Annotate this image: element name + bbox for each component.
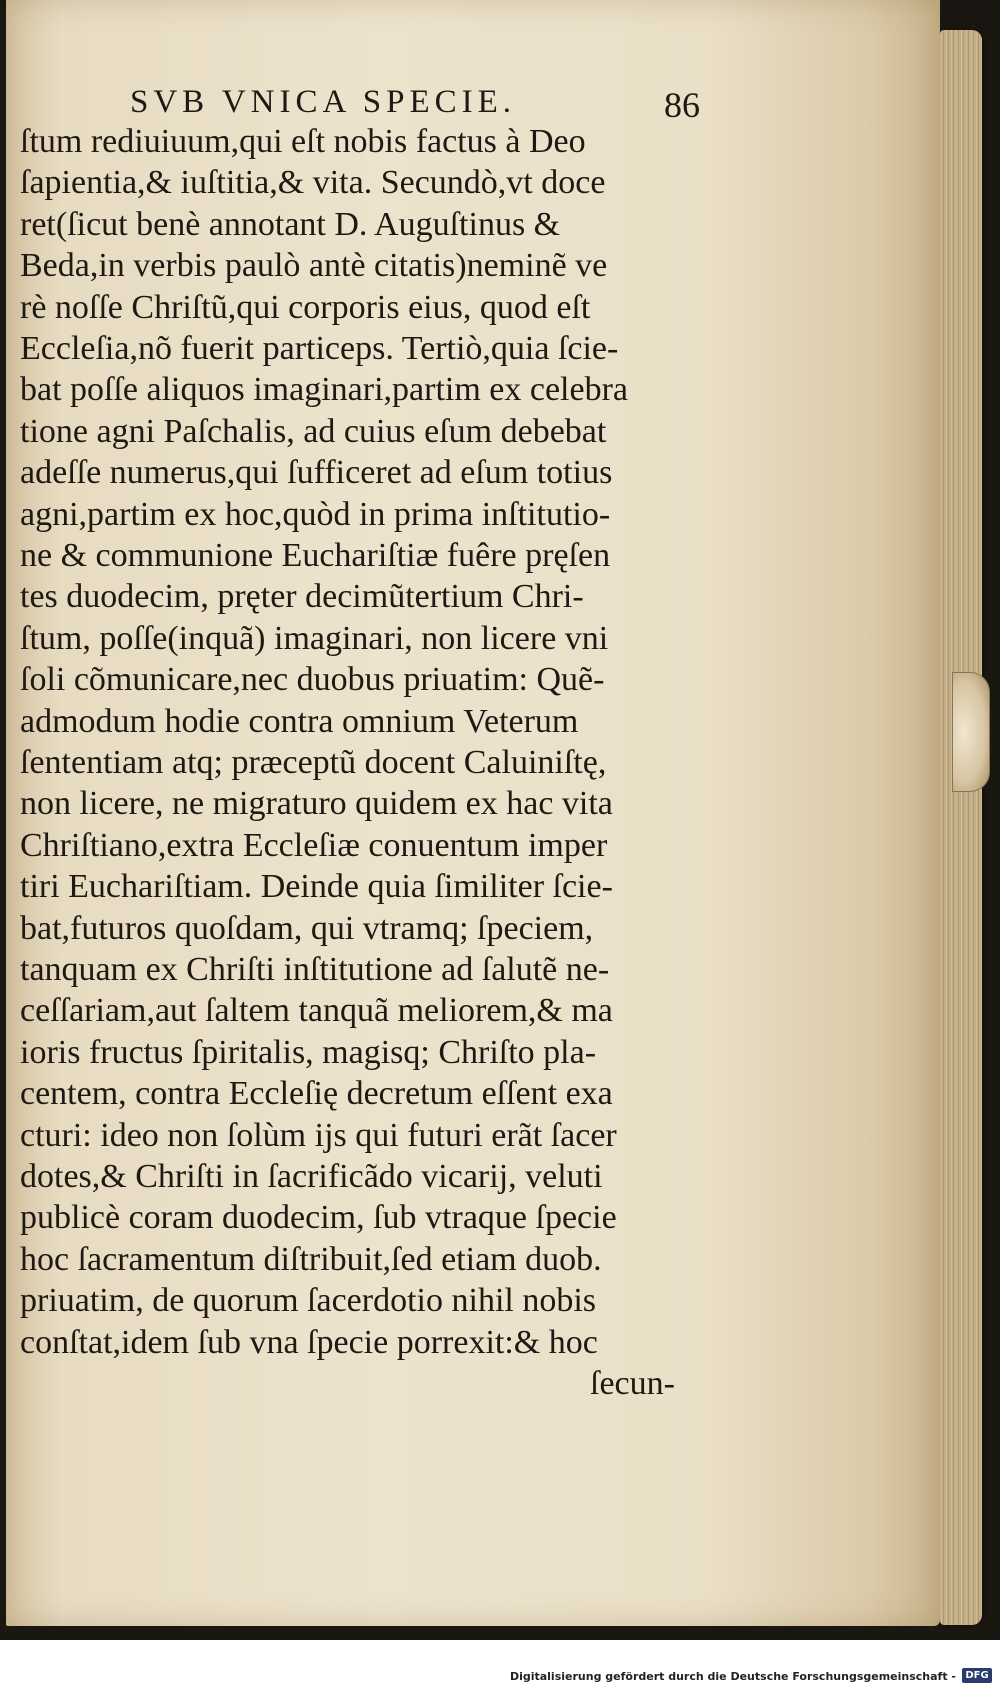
- text-line: agni,partim ex hoc,quòd in prima inſtitutio-: [20, 495, 611, 533]
- text-line: Eccleſia,nõ fuerit particeps. Tertiò,quia ſcie-: [20, 330, 619, 367]
- text-line: tione agni Paſchalis, ad cuius eſum debebat: [20, 412, 607, 450]
- dfg-logo: DFG: [962, 1668, 992, 1683]
- text-line: publicè coram duodecim, ſub vtraque ſpecie: [20, 1199, 617, 1237]
- text-line: dotes,& Chriſti in ſacrificãdo vicarij, veluti: [20, 1158, 603, 1195]
- text-line: Chriſtiano,extra Eccleſiæ conuentum imper: [20, 826, 608, 864]
- text-line: rè noſſe Chriſtũ,qui corporis eius, quod eſt: [20, 288, 591, 326]
- text-line: conſtat,idem ſub vna ſpecie porrexit:& hoc: [20, 1323, 598, 1361]
- digitization-credit: Digitalisierung gefördert durch die Deutsche Forschungsgemeinschaft -: [509, 1670, 956, 1683]
- text-line: centem, contra Eccleſię decretum eſſent exa: [20, 1075, 613, 1113]
- text-line: ſoli cõmunicare,nec duobus priuatim: Quẽ-: [20, 661, 605, 699]
- text-line: ret(ſicut benè annotant D. Auguſtinus &: [20, 205, 561, 243]
- text-line: ſapientia,& iuſtitia,& vita. Secundò,vt doce: [20, 164, 606, 202]
- text-line: admodum hodie contra omnium Veterum: [20, 702, 579, 740]
- text-line: ſtum rediuiuum,qui eſt nobis factus à Deo: [20, 123, 586, 160]
- page-edges: [940, 30, 982, 1625]
- text-line: ſententiam atq; præceptũ docent Caluiniſtę,: [20, 744, 607, 781]
- text-line: ſtum, poſſe(inquã) imaginari, non licere vni: [20, 619, 609, 657]
- text-line: bat,futuros quoſdam, qui vtramq; ſpeciem,: [20, 909, 594, 947]
- text-line: Beda,in verbis paulò antè citatis)neminẽ ve: [20, 247, 608, 285]
- text-line: hoc ſacramentum diſtribuit,ſed etiam duob.: [20, 1240, 602, 1278]
- page-tab: [952, 672, 990, 792]
- page-number: 86: [664, 85, 700, 125]
- text-line: bat poſſe aliquos imaginari,partim ex celebra: [20, 371, 628, 409]
- text-line: ne & communione Euchariſtiæ fuêre pręſen: [20, 537, 611, 574]
- text-line: tiri Euchariſtiam. Deinde quia ſimiliter ſcie-: [20, 868, 613, 906]
- text-line: tes duodecim, pręter decimũtertium Chri-: [20, 578, 584, 616]
- text-line: cturi: ideo non ſolùm ijs qui futuri erãt ſacer: [20, 1116, 617, 1154]
- text-line: non licere, ne migraturo quidem ex hac vita: [20, 785, 613, 823]
- text-line: adeſſe numerus,qui ſufficeret ad eſum totius: [20, 454, 613, 492]
- text-line: ceſſariam,aut ſaltem tanquã meliorem,& ma: [20, 992, 613, 1030]
- text-line: priuatim, de quorum ſacerdotio nihil nobis: [20, 1282, 597, 1320]
- running-head: SVB VNICA SPECIE.: [130, 84, 517, 120]
- text-line: tanquam ex Chriſti inſtitutione ad ſalutẽ ne-: [20, 951, 610, 988]
- text-line: ioris fructus ſpiritalis, magisq; Chriſto pla-: [20, 1033, 597, 1071]
- text-line: ſecun-: [590, 1365, 675, 1402]
